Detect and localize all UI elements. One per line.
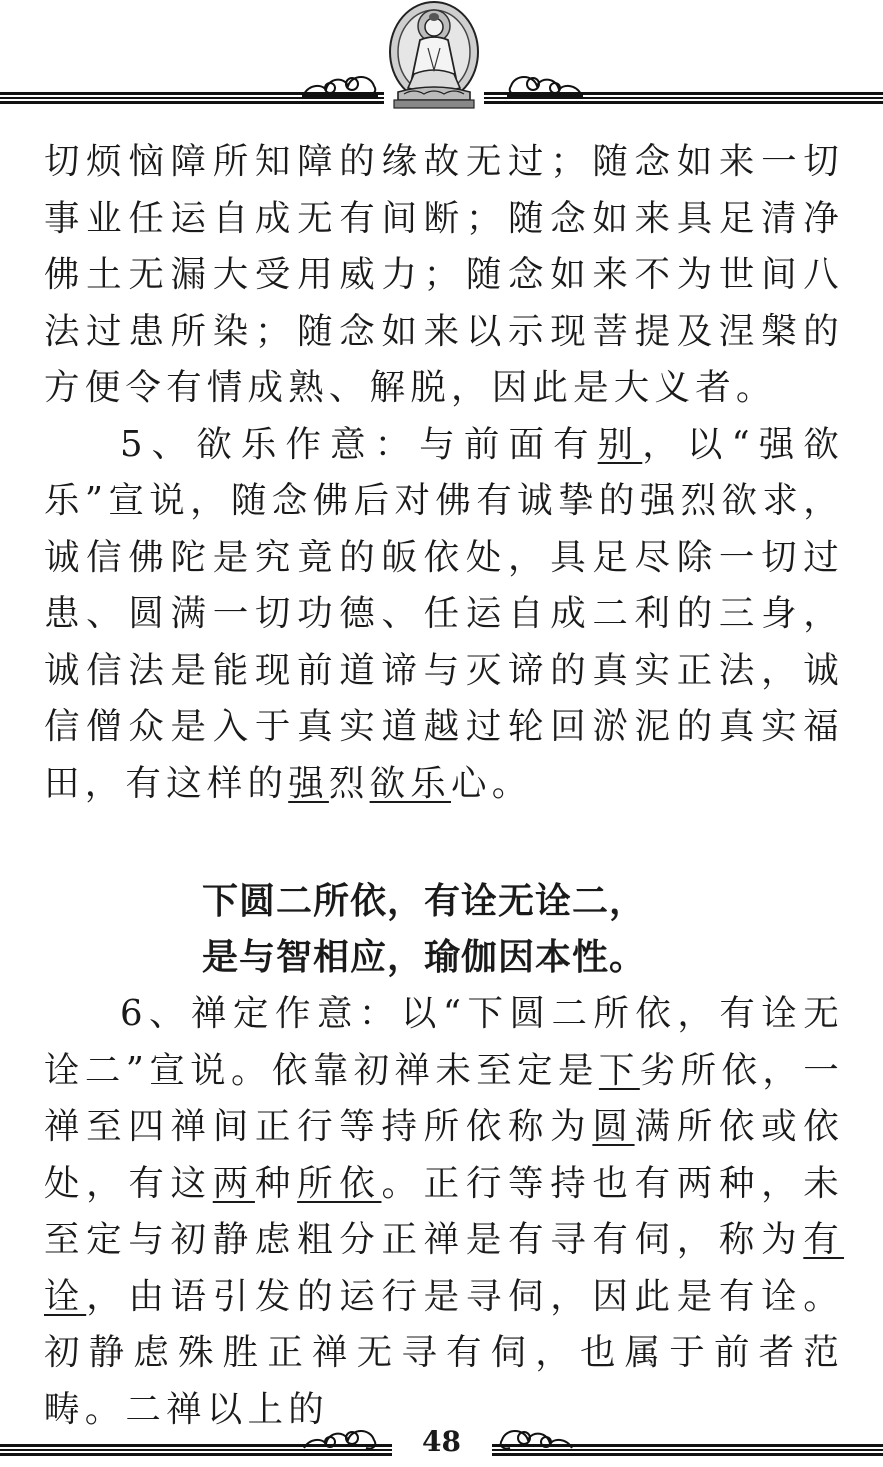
spacer — [44, 812, 844, 874]
underlined-term: 强 — [288, 762, 329, 804]
auspicious-cloud-icon — [300, 66, 380, 98]
underlined-term: 欲乐 — [369, 762, 452, 804]
verse-line-2: 是与智相应，瑜伽因本性。 — [202, 937, 647, 978]
paragraph-meditation-attention — [44, 986, 844, 1438]
underlined-term: 圆 — [592, 1106, 635, 1147]
text-run: 心。 — [451, 762, 533, 804]
underlined-term: 所依 — [297, 1162, 382, 1204]
buddha-figure-icon — [384, 0, 484, 110]
text-run: 满所依或依处，有这 — [44, 1106, 844, 1204]
text-run: 烈 — [328, 762, 370, 804]
page-number: 48 — [422, 1425, 461, 1458]
verse-line-1: 下圆二所依，有诠无诠二， — [202, 881, 647, 922]
text-run: 6、禅定作意：以“下圆二所依，有诠无诠二”宣说。依靠初禅未至定是 — [44, 993, 844, 1091]
paragraph-desire-attention — [44, 417, 844, 813]
page-body — [44, 134, 844, 1438]
text-run: 劣所依，一禅至四禅间正行等持所依称为 — [44, 1049, 844, 1147]
text-run: 种 — [254, 1162, 298, 1204]
underlined-term: 有诠 — [44, 1219, 844, 1317]
auspicious-cloud-icon — [505, 66, 585, 98]
text-run: 。正行等持也有两种，未至定与初静虑粗分正禅是有寻有伺，称为 — [44, 1162, 845, 1260]
text-run: ，由语引发的运行是寻伺，因此是有诠。初静虑殊胜正禅无寻有伺，也属于前者范畴。二禅以上的 — [44, 1275, 844, 1430]
text-run: 5、欲乐作意：与前面有 — [120, 423, 598, 465]
underlined-term: 下 — [598, 1049, 640, 1091]
text-run: ，以“强欲乐”宣说，随念佛后对佛有诚挚的强烈欲求，诚信佛陀是究竟的皈依处，具足尽除一切过患、圆满一切功德、任运自成二利的三身，诚信法是能现前道谛与灭谛的真实正法，诚信僧众是入于真实道越过轮回淤泥的真实福田，有这样的 — [44, 423, 845, 804]
underlined-term: 别 — [597, 423, 643, 465]
page-header — [0, 0, 883, 112]
paragraph-continued — [44, 134, 844, 417]
underlined-term: 两 — [212, 1162, 255, 1204]
text-run: 切烦恼障所知障的缘故无过；随念如来一切事业任运自成无有间断；随念如来具足清净佛土无漏大受用威力；随念如来不为世间八法过患所染；随念如来以示现菩提及涅槃的方便令有情成熟、解脱，因此是大义者。 — [44, 141, 844, 408]
